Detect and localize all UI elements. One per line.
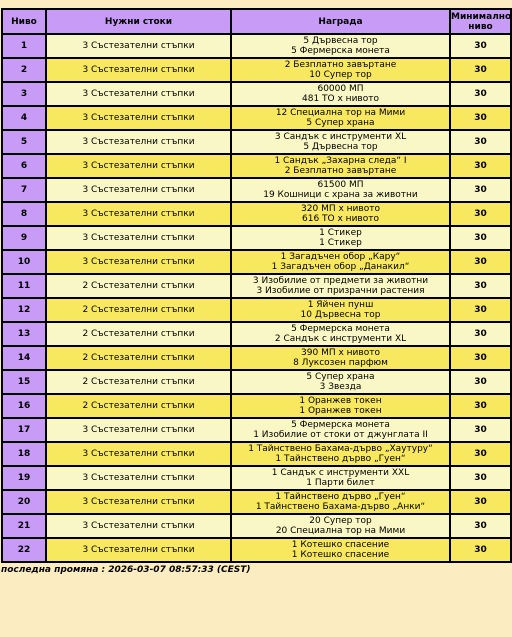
table-row bbox=[2, 466, 511, 490]
level-cell: 14 bbox=[2, 346, 46, 370]
level-cell: 21 bbox=[2, 514, 46, 538]
header-min-level-line2: ниво bbox=[468, 21, 493, 32]
level-cell: 5 bbox=[2, 130, 46, 154]
reward-line: 1 Котешко спасение bbox=[291, 540, 390, 550]
reward-line: 5 Дървесна тор bbox=[303, 142, 378, 152]
goods-cell: 3 Състезателни стъпки bbox=[46, 202, 231, 226]
reward-line: 1 Загадъчен обор „Кару“ bbox=[280, 252, 401, 262]
reward-line: 1 Сандък с инструменти XXL bbox=[271, 468, 410, 478]
reward-line: 1 Тайнствено дърво „Гуен“ bbox=[275, 454, 406, 464]
reward-line: 3 Изобилие от предмети за животни bbox=[252, 276, 429, 286]
header-goods: Нужни стоки bbox=[46, 9, 231, 34]
reward-cell bbox=[231, 226, 450, 250]
reward-cell bbox=[231, 106, 450, 130]
min-level-cell: 30 bbox=[450, 82, 511, 106]
reward-line: 1 Парти билет bbox=[306, 478, 375, 488]
reward-line: 1 Котешко спасение bbox=[291, 550, 390, 560]
reward-line: 5 Фермерска монета bbox=[291, 324, 390, 334]
goods-cell: 2 Състезателни стъпки bbox=[46, 274, 231, 298]
table-row bbox=[2, 106, 511, 130]
table-row bbox=[2, 202, 511, 226]
goods-cell: 2 Състезателни стъпки bbox=[46, 370, 231, 394]
min-level-cell: 30 bbox=[450, 226, 511, 250]
reward-line: 20 Супер тор bbox=[309, 516, 372, 526]
reward-line: 320 МП х нивото bbox=[301, 204, 380, 214]
min-level-cell: 30 bbox=[450, 346, 511, 370]
min-level-cell: 30 bbox=[450, 154, 511, 178]
level-cell: 18 bbox=[2, 442, 46, 466]
goods-cell: 2 Състезателни стъпки bbox=[46, 322, 231, 346]
level-cell: 1 bbox=[2, 34, 46, 58]
reward-cell bbox=[231, 346, 450, 370]
table-row bbox=[2, 394, 511, 418]
min-level-cell: 30 bbox=[450, 34, 511, 58]
levels-table bbox=[1, 8, 512, 563]
reward-line: 616 ТО х нивото bbox=[302, 214, 379, 224]
reward-cell bbox=[231, 274, 450, 298]
reward-line: 19 Кошници с храна за животни bbox=[263, 190, 418, 200]
reward-line: 1 Оранжев токен bbox=[299, 406, 382, 416]
goods-cell: 3 Състезателни стъпки bbox=[46, 34, 231, 58]
reward-cell bbox=[231, 322, 450, 346]
min-level-cell: 30 bbox=[450, 490, 511, 514]
reward-line: 5 Супер храна bbox=[306, 372, 375, 382]
header-min-level-line1: Минимално bbox=[451, 11, 512, 22]
reward-cell bbox=[231, 250, 450, 274]
table-row bbox=[2, 274, 511, 298]
level-cell: 15 bbox=[2, 370, 46, 394]
reward-line: 61500 МП bbox=[317, 180, 364, 190]
reward-line: 3 Звезда bbox=[319, 382, 362, 392]
last-modified: последна промяна : 2026-03-07 08:57:33 (CEST) bbox=[1, 565, 251, 575]
level-cell: 17 bbox=[2, 418, 46, 442]
table-row bbox=[2, 226, 511, 250]
reward-line: 5 Фермерска монета bbox=[291, 420, 390, 430]
reward-line: 20 Специална тор на Мими bbox=[275, 526, 406, 536]
goods-cell: 3 Състезателни стъпки bbox=[46, 442, 231, 466]
min-level-cell: 30 bbox=[450, 322, 511, 346]
reward-cell bbox=[231, 442, 450, 466]
reward-line: 5 Супер храна bbox=[306, 118, 375, 128]
reward-cell bbox=[231, 370, 450, 394]
goods-cell: 3 Състезателни стъпки bbox=[46, 58, 231, 82]
table-row bbox=[2, 322, 511, 346]
table-row bbox=[2, 34, 511, 58]
reward-line: 60000 МП bbox=[317, 84, 364, 94]
level-cell: 9 bbox=[2, 226, 46, 250]
min-level-cell: 30 bbox=[450, 442, 511, 466]
reward-cell bbox=[231, 154, 450, 178]
level-cell: 2 bbox=[2, 58, 46, 82]
table-row bbox=[2, 58, 511, 82]
goods-cell: 3 Състезателни стъпки bbox=[46, 538, 231, 562]
header-min-level bbox=[450, 9, 511, 34]
table-row bbox=[2, 370, 511, 394]
min-level-cell: 30 bbox=[450, 250, 511, 274]
goods-cell: 3 Състезателни стъпки bbox=[46, 514, 231, 538]
min-level-cell: 30 bbox=[450, 178, 511, 202]
reward-line: 8 Луксозен парфюм bbox=[293, 358, 388, 368]
reward-line: 1 Стикер bbox=[319, 238, 362, 248]
level-cell: 12 bbox=[2, 298, 46, 322]
table-row bbox=[2, 82, 511, 106]
reward-line: 2 Безплатно завъртане bbox=[284, 60, 397, 70]
level-cell: 3 bbox=[2, 82, 46, 106]
reward-line: 1 Тайнствено Бахама-дърво „Анки“ bbox=[255, 502, 426, 512]
reward-cell bbox=[231, 202, 450, 226]
reward-line: 1 Сандък „Захарна следа“ I bbox=[274, 156, 407, 166]
level-cell: 6 bbox=[2, 154, 46, 178]
reward-line: 481 ТО х нивото bbox=[302, 94, 379, 104]
reward-cell bbox=[231, 130, 450, 154]
min-level-cell: 30 bbox=[450, 106, 511, 130]
table-row bbox=[2, 154, 511, 178]
min-level-cell: 30 bbox=[450, 58, 511, 82]
table-row bbox=[2, 346, 511, 370]
goods-cell: 3 Състезателни стъпки bbox=[46, 466, 231, 490]
reward-line: 1 Тайнствено Бахама-дърво „Хаутуру“ bbox=[248, 444, 433, 454]
min-level-cell: 30 bbox=[450, 202, 511, 226]
reward-cell bbox=[231, 394, 450, 418]
reward-cell bbox=[231, 178, 450, 202]
level-cell: 4 bbox=[2, 106, 46, 130]
goods-cell: 3 Състезателни стъпки bbox=[46, 154, 231, 178]
table-row bbox=[2, 130, 511, 154]
goods-cell: 2 Състезателни стъпки bbox=[46, 346, 231, 370]
min-level-cell: 30 bbox=[450, 130, 511, 154]
level-cell: 20 bbox=[2, 490, 46, 514]
header-row bbox=[2, 9, 511, 34]
reward-line: 390 МП х нивото bbox=[301, 348, 380, 358]
min-level-cell: 30 bbox=[450, 466, 511, 490]
level-cell: 16 bbox=[2, 394, 46, 418]
reward-line: 5 Фермерска монета bbox=[291, 46, 390, 56]
goods-cell: 3 Състезателни стъпки bbox=[46, 226, 231, 250]
reward-cell bbox=[231, 538, 450, 562]
level-cell: 13 bbox=[2, 322, 46, 346]
reward-cell bbox=[231, 82, 450, 106]
reward-line: 3 Сандък с инструменти XL bbox=[274, 132, 407, 142]
goods-cell: 3 Състезателни стъпки bbox=[46, 178, 231, 202]
goods-cell: 3 Състезателни стъпки bbox=[46, 418, 231, 442]
reward-cell bbox=[231, 58, 450, 82]
goods-cell: 3 Състезателни стъпки bbox=[46, 82, 231, 106]
level-cell: 7 bbox=[2, 178, 46, 202]
level-cell: 19 bbox=[2, 466, 46, 490]
reward-line: 12 Специална тор на Мими bbox=[275, 108, 406, 118]
reward-line: 1 Тайнствено дърво „Гуен“ bbox=[275, 492, 406, 502]
table-row bbox=[2, 538, 511, 562]
reward-line: 5 Дървесна тор bbox=[303, 36, 378, 46]
reward-line: 2 Сандък с инструменти XL bbox=[274, 334, 407, 344]
level-cell: 11 bbox=[2, 274, 46, 298]
reward-cell bbox=[231, 298, 450, 322]
header-reward: Награда bbox=[231, 9, 450, 34]
level-cell: 10 bbox=[2, 250, 46, 274]
table-row bbox=[2, 250, 511, 274]
reward-line: 1 Оранжев токен bbox=[299, 396, 382, 406]
table-row bbox=[2, 442, 511, 466]
min-level-cell: 30 bbox=[450, 298, 511, 322]
table-row bbox=[2, 490, 511, 514]
reward-line: 3 Изобилие от призрачни растения bbox=[256, 286, 425, 296]
reward-line: 1 Яйчен пунш bbox=[307, 300, 374, 310]
min-level-cell: 30 bbox=[450, 538, 511, 562]
reward-line: 1 Загадъчен обор „Данакил“ bbox=[271, 262, 410, 272]
goods-cell: 3 Състезателни стъпки bbox=[46, 490, 231, 514]
reward-cell bbox=[231, 34, 450, 58]
min-level-cell: 30 bbox=[450, 514, 511, 538]
levels-body bbox=[2, 34, 511, 562]
min-level-cell: 30 bbox=[450, 274, 511, 298]
table-row bbox=[2, 178, 511, 202]
goods-cell: 2 Състезателни стъпки bbox=[46, 394, 231, 418]
goods-cell: 3 Състезателни стъпки bbox=[46, 106, 231, 130]
reward-line: 10 Супер тор bbox=[309, 70, 372, 80]
table-row bbox=[2, 418, 511, 442]
reward-cell bbox=[231, 418, 450, 442]
table-row bbox=[2, 298, 511, 322]
level-cell: 8 bbox=[2, 202, 46, 226]
min-level-cell: 30 bbox=[450, 418, 511, 442]
goods-cell: 2 Състезателни стъпки bbox=[46, 298, 231, 322]
reward-cell bbox=[231, 466, 450, 490]
table-row bbox=[2, 514, 511, 538]
goods-cell: 3 Състезателни стъпки bbox=[46, 250, 231, 274]
reward-cell bbox=[231, 514, 450, 538]
reward-line: 1 Стикер bbox=[319, 228, 362, 238]
reward-line: 1 Изобилие от стоки от джунглата II bbox=[253, 430, 428, 440]
reward-cell bbox=[231, 490, 450, 514]
min-level-cell: 30 bbox=[450, 394, 511, 418]
level-cell: 22 bbox=[2, 538, 46, 562]
goods-cell: 3 Състезателни стъпки bbox=[46, 130, 231, 154]
min-level-cell: 30 bbox=[450, 370, 511, 394]
header-level: Ниво bbox=[2, 9, 46, 34]
reward-line: 2 Безплатно завъртане bbox=[284, 166, 397, 176]
reward-line: 10 Дървесна тор bbox=[300, 310, 381, 320]
